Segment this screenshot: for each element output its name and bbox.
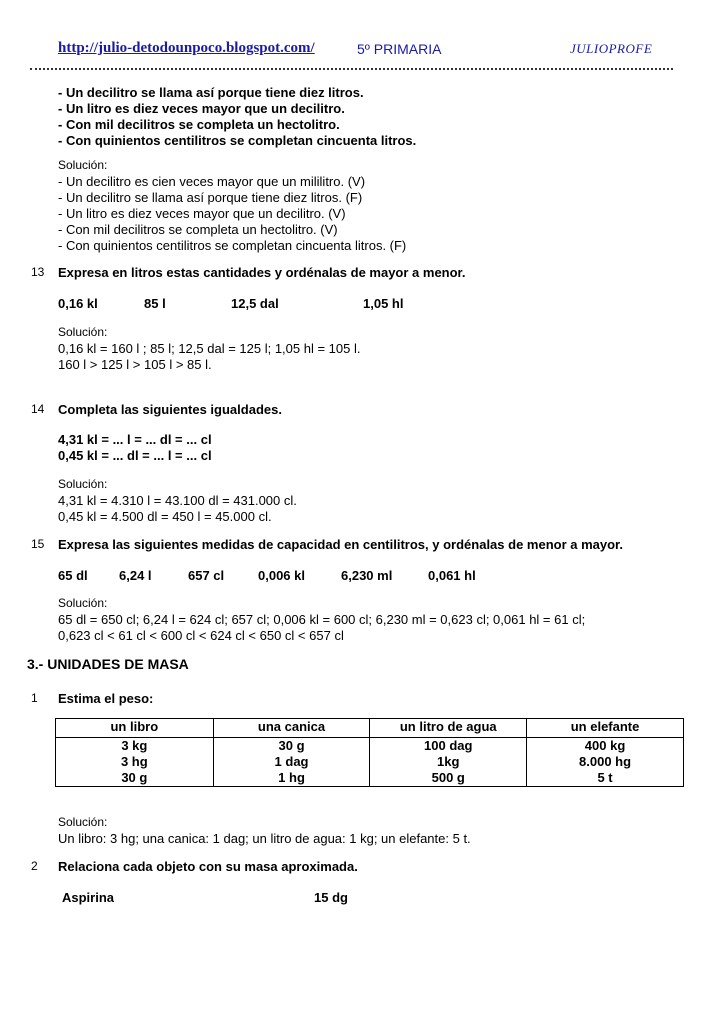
exercise-number: 1 xyxy=(31,691,38,705)
table-cell xyxy=(56,738,214,787)
weight-option: 30 g xyxy=(278,738,305,753)
table-cell xyxy=(213,738,370,787)
measure-item: 0,061 hl xyxy=(428,568,476,583)
exercise-prompt: Relaciona cada objeto con su masa aproximada. xyxy=(58,859,358,874)
header-divider xyxy=(30,68,673,70)
solution-label: Solución: xyxy=(58,158,108,172)
quantity-item: 0,16 kl xyxy=(58,296,98,311)
weight-option: 1 hg xyxy=(278,770,305,785)
table-header-row xyxy=(56,719,684,738)
blog-link[interactable]: http://julio-detodounpoco.blogspot.com/ xyxy=(58,40,315,56)
intro-statement: - Un decilitro se llama así porque tiene diez litros. xyxy=(58,85,364,100)
exercise-prompt: Completa las siguientes igualdades. xyxy=(58,402,282,417)
measure-item: 6,230 ml xyxy=(341,568,393,583)
table-cell xyxy=(527,738,684,787)
weight-option: 3 hg xyxy=(120,754,148,769)
weight-option: 1kg xyxy=(437,754,460,769)
weight-option: 3 kg xyxy=(121,738,148,753)
weight-option: 8.000 hg xyxy=(579,754,632,769)
weight-option: 100 dag xyxy=(424,738,473,753)
intro-statement: - Con quinientos centilitros se completan cincuenta litros. xyxy=(58,133,417,148)
solution-line: - Un decilitro se llama así porque tiene diez litros. (F) xyxy=(58,190,363,205)
measure-item: 6,24 l xyxy=(119,568,152,583)
intro-statement: - Un litro es diez veces mayor que un decilitro. xyxy=(58,101,345,116)
weight-option: 5 t xyxy=(597,770,613,785)
table-header: un libro xyxy=(56,719,214,738)
solution-line: 0,45 kl = 4.500 dl = 450 l = 45.000 cl. xyxy=(58,509,272,524)
solution-label: Solución: xyxy=(58,325,108,339)
measure-item: 657 cl xyxy=(188,568,225,583)
exercise-number: 2 xyxy=(31,859,38,873)
weight-option: 30 g xyxy=(121,770,148,785)
measure-item: 65 dl xyxy=(58,568,88,583)
weight-option: 1 dag xyxy=(274,754,309,769)
exercise-number: 15 xyxy=(31,537,45,551)
solution-line: - Un litro es diez veces mayor que un decilitro. (V) xyxy=(58,206,346,221)
quantity-item: 85 l xyxy=(144,296,166,311)
solution-line: 65 dl = 650 cl; 6,24 l = 624 cl; 657 cl; 0,006 kl = 600 cl; 6,230 ml = 0,623 cl; 0,061 hl = 61 cl; xyxy=(58,612,586,627)
section-title: 3.- UNIDADES DE MASA xyxy=(27,656,189,672)
solution-line: 160 l > 125 l > 105 l > 85 l. xyxy=(58,357,212,372)
exercise-prompt: Estima el peso: xyxy=(58,691,154,706)
weight-option: 500 g xyxy=(431,770,465,785)
author-name: JULIOPROFE xyxy=(570,41,653,56)
exercise-prompt: Expresa en litros estas cantidades y ordénalas de mayor a menor. xyxy=(58,265,466,280)
quantity-item: 12,5 dal xyxy=(231,296,279,311)
equation-item: 0,45 kl = ... dl = ... l = ... cl xyxy=(58,448,212,463)
solution-label: Solución: xyxy=(58,815,108,829)
object-mass: 15 dg xyxy=(314,890,348,905)
table-cell xyxy=(370,738,527,787)
exercise-number: 14 xyxy=(31,402,45,416)
solution-line: - Un decilitro es cien veces mayor que un mililitro. (V) xyxy=(58,174,366,189)
table-header: un elefante xyxy=(527,719,684,738)
exercise-number: 13 xyxy=(31,265,45,279)
measure-item: 0,006 kl xyxy=(258,568,305,583)
solution-label: Solución: xyxy=(58,596,108,610)
object-name: Aspirina xyxy=(62,890,115,905)
table-header: un litro de agua xyxy=(370,719,527,738)
solution-label: Solución: xyxy=(58,477,108,491)
equation-item: 4,31 kl = ... l = ... dl = ... cl xyxy=(58,432,212,447)
table-header: una canica xyxy=(213,719,370,738)
weight-estimate-table xyxy=(55,718,684,787)
solution-line: 4,31 kl = 4.310 l = 43.100 dl = 431.000 cl. xyxy=(58,493,297,508)
solution-line: 0,623 cl < 61 cl < 600 cl < 624 cl < 650 cl < 657 cl xyxy=(58,628,344,643)
exercise-prompt: Expresa las siguientes medidas de capacidad en centilitros, y ordénalas de menor a mayor. xyxy=(58,537,624,552)
solution-line: - Con mil decilitros se completa un hectolitro. (V) xyxy=(58,222,338,237)
grade-level: 5º PRIMARIA xyxy=(357,41,442,57)
solution-line: Un libro: 3 hg; una canica: 1 dag; un litro de agua: 1 kg; un elefante: 5 t. xyxy=(58,831,471,846)
table-row xyxy=(56,738,684,787)
weight-option: 400 kg xyxy=(584,738,626,753)
intro-statement: - Con mil decilitros se completa un hectolitro. xyxy=(58,117,340,132)
solution-line: - Con quinientos centilitros se completan cincuenta litros. (F) xyxy=(58,238,407,253)
solution-line: 0,16 kl = 160 l ; 85 l; 12,5 dal = 125 l; 1,05 hl = 105 l. xyxy=(58,341,361,356)
quantity-item: 1,05 hl xyxy=(363,296,404,311)
page-header xyxy=(0,40,728,60)
